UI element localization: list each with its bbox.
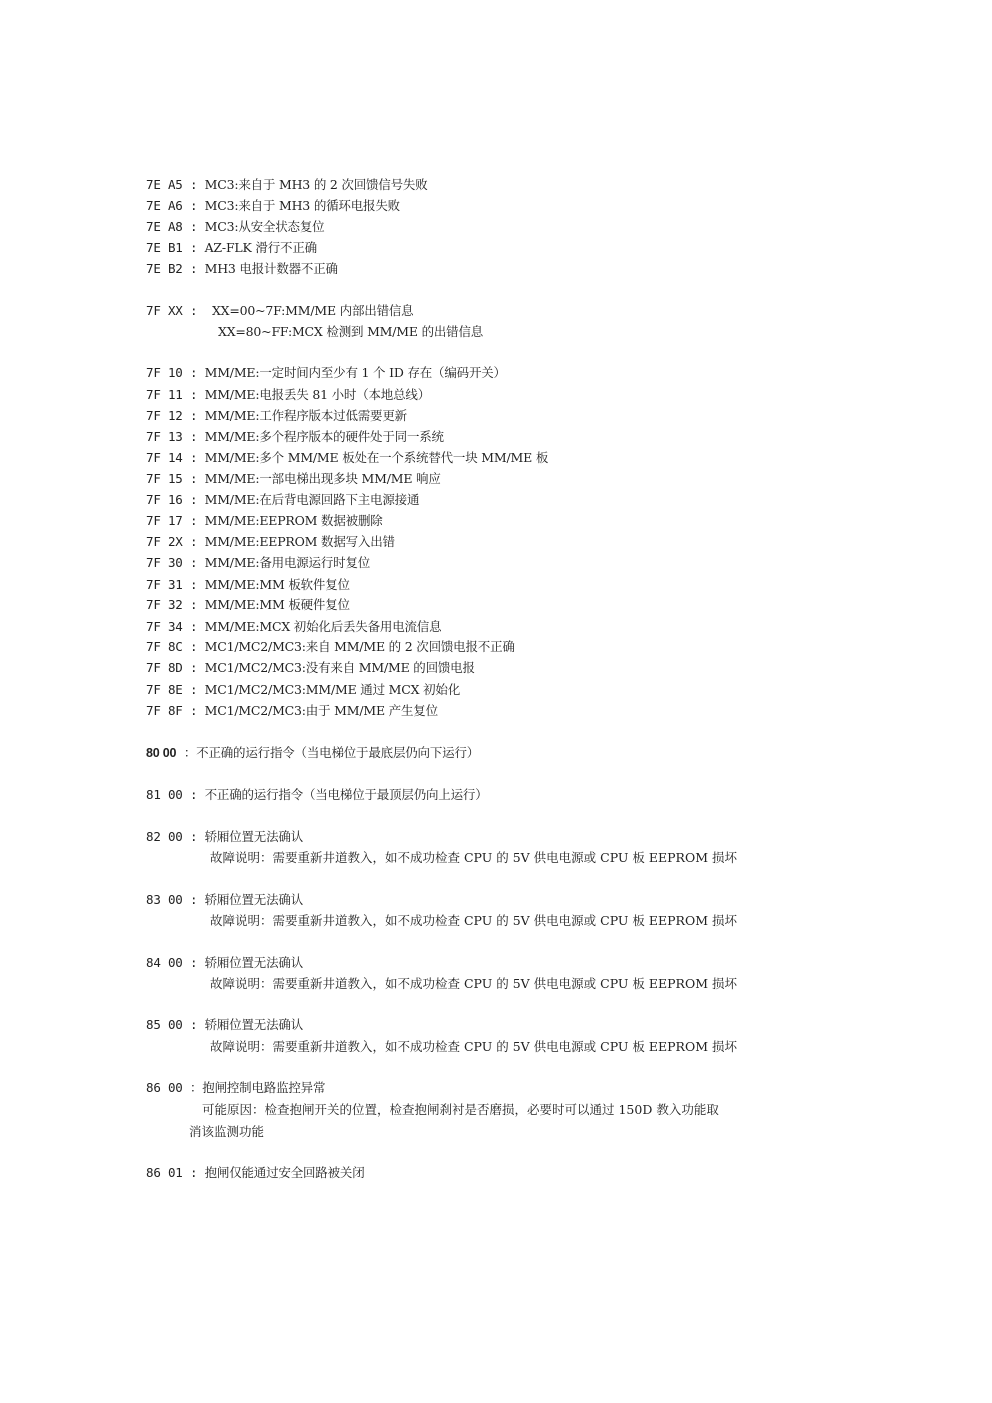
error-code: 7F 34 :: [146, 619, 205, 634]
error-entry-7f-11: [146, 387, 430, 403]
error-code: 7F 8D :: [146, 660, 205, 675]
error-description: MM/ME:多个 MM/ME 板处在一个系统替代一块 MM/ME 板: [204, 450, 549, 465]
error-description: MC1/MC2/MC3:没有来自 MM/ME 的回馈电报: [204, 660, 475, 675]
error-code: 82 00 :: [146, 829, 205, 844]
error-separator: ：: [176, 745, 197, 760]
fault-note: 故障说明：需要重新井道教入，如不成功检查 CPU 的 5V 供电电源或 CPU 板 EEPROM 损坏: [210, 1039, 737, 1054]
error-code: 7F 8C :: [146, 639, 205, 654]
error-description: MH3 电报计数器不正确: [204, 261, 338, 276]
error-entry-7f-14: [146, 450, 548, 466]
error-entry-7f-8c: [146, 639, 515, 655]
error-code: 84 00 :: [146, 955, 205, 970]
error-code: 7E B2 :: [146, 261, 205, 276]
error-code: 7F 2X :: [146, 534, 205, 549]
error-entry-7f-17: [146, 513, 383, 529]
error-code: 7F 30 :: [146, 555, 205, 570]
error-entry-7f-xx-line2: [218, 324, 483, 340]
error-code: 7E A6 :: [146, 198, 205, 213]
error-code: 7F 13 :: [146, 429, 205, 444]
error-entry-82-00: [146, 829, 303, 845]
error-entry-85-00: [146, 1017, 303, 1033]
error-entry-7f-2x: [146, 534, 395, 550]
error-entry-7e-a8: [146, 219, 324, 235]
error-description: 轿厢位置无法确认: [204, 955, 304, 970]
error-entry-7f-8f: [146, 703, 438, 719]
error-description: MM/ME:在后背电源回路下主电源接通: [204, 492, 420, 507]
error-entry-86-00: [146, 1080, 325, 1096]
fault-note: 故障说明：需要重新井道教入，如不成功检查 CPU 的 5V 供电电源或 CPU 板 EEPROM 损坏: [210, 976, 737, 991]
error-description: MM/ME:EEPROM 数据被删除: [204, 513, 383, 528]
fault-note: 故障说明：需要重新井道教入，如不成功检查 CPU 的 5V 供电电源或 CPU 板 EEPROM 损坏: [210, 850, 737, 865]
error-entry-7f-8e: [146, 682, 460, 698]
error-description: 不正确的运行指令（当电梯位于最顶层仍向上运行）: [204, 787, 488, 802]
error-code: 7E A5 :: [146, 177, 205, 192]
error-description: AZ-FLK 滑行不正确: [204, 240, 317, 255]
error-code: 7F 8E :: [146, 682, 205, 697]
error-code: 7F 12 :: [146, 408, 205, 423]
error-entry-7f-13: [146, 429, 444, 445]
error-description: MM/ME:MM 板硬件复位: [204, 597, 350, 612]
error-entry-83-00: [146, 892, 303, 908]
error-code: 80 00: [146, 746, 177, 760]
error-description: MC1/MC2/MC3:来自 MM/ME 的 2 次回馈电报不正确: [204, 639, 515, 654]
possible-cause-note-continued: 消该监测功能: [189, 1124, 265, 1139]
error-entry-7e-b2: [146, 261, 338, 277]
error-description: XX=80~FF:MCX 检测到 MM/ME 的出错信息: [218, 324, 484, 339]
error-description: MM/ME:MCX 初始化后丢失备用电流信息: [204, 619, 442, 634]
error-entry-7e-a5: [146, 177, 428, 193]
error-description: MC1/MC2/MC3:MM/ME 通过 MCX 初始化: [204, 682, 461, 697]
error-description: MM/ME:多个程序版本的硬件处于同一系统: [204, 429, 444, 444]
error-description: MC3:来自于 MH3 的 2 次回馈信号失败: [204, 177, 428, 192]
error-entry-7f-32: [146, 597, 350, 613]
error-entry-7f-8d: [146, 660, 475, 676]
error-code: 7F 14 :: [146, 450, 205, 465]
error-description: MM/ME:备用电源运行时复位: [204, 555, 371, 570]
error-entry-80-00: [146, 745, 479, 761]
error-code: 7E B1 :: [146, 240, 205, 255]
error-code: 86 01 :: [146, 1165, 205, 1180]
error-description: 轿厢位置无法确认: [204, 829, 304, 844]
error-code: 7F 11 :: [146, 387, 205, 402]
error-description: MM/ME:电报丢失 81 小时（本地总线）: [204, 387, 431, 402]
error-entry-7f-34: [146, 619, 441, 635]
fault-note: 故障说明：需要重新井道教入，如不成功检查 CPU 的 5V 供电电源或 CPU 板 EEPROM 损坏: [210, 913, 737, 928]
error-description: 轿厢位置无法确认: [204, 892, 304, 907]
error-code: 7F 8F :: [146, 703, 205, 718]
error-entry-7f-16: [146, 492, 419, 508]
possible-cause-note: 可能原因：检查抱闸开关的位置，检查抱闸刹衬是否磨损，必要时可以通过 150D 教入功能取: [202, 1102, 719, 1117]
error-description: XX=00~7F:MM/ME 内部出错信息: [211, 303, 414, 318]
error-code: 81 00 :: [146, 787, 205, 802]
error-description: MC3:从安全状态复位: [204, 219, 325, 234]
error-code: 7F 15 :: [146, 471, 205, 486]
error-code: 7F 17 :: [146, 513, 205, 528]
error-entry-81-00: [146, 787, 488, 803]
error-description: 抱闸仅能通过安全回路被关闭: [204, 1165, 365, 1180]
error-description: MC1/MC2/MC3:由于 MM/ME 产生复位: [204, 703, 438, 718]
error-code: 85 00 :: [146, 1017, 205, 1032]
error-description: MM/ME:MM 板软件复位: [204, 577, 350, 592]
error-code: 7E A8 :: [146, 219, 205, 234]
error-entry-7f-12: [146, 408, 407, 424]
error-code: 7F 16 :: [146, 492, 205, 507]
error-entry-7e-b1: [146, 240, 317, 256]
error-code: 7F 31 :: [146, 577, 205, 592]
error-description: 抱闸控制电路监控异常: [202, 1080, 326, 1095]
error-entry-7e-a6: [146, 198, 400, 214]
error-code: 7F XX :: [146, 303, 212, 318]
error-entry-7f-31: [146, 577, 350, 593]
error-code: 86 00 ：: [146, 1080, 203, 1095]
error-entry-86-01: [146, 1165, 365, 1181]
error-entry-7f-15: [146, 471, 441, 487]
error-description: MM/ME:工作程序版本过低需要更新: [204, 408, 407, 423]
error-description: MM/ME:一部电梯出现多块 MM/ME 响应: [204, 471, 441, 486]
error-entry-7f-xx: [146, 303, 414, 319]
error-code: 83 00 :: [146, 892, 205, 907]
error-entry-7f-30: [146, 555, 370, 571]
error-entry-84-00: [146, 955, 303, 971]
error-description: MM/ME:EEPROM 数据写入出错: [204, 534, 395, 549]
error-description: 轿厢位置无法确认: [204, 1017, 304, 1032]
error-description: MM/ME:一定时间内至少有 1 个 ID 存在（编码开关）: [204, 365, 506, 380]
error-code: 7F 32 :: [146, 597, 205, 612]
error-entry-7f-10: [146, 365, 506, 381]
error-description: MC3:来自于 MH3 的循环电报失败: [204, 198, 400, 213]
error-description: 不正确的运行指令（当电梯位于最底层仍向下运行）: [196, 745, 480, 760]
error-code: 7F 10 :: [146, 365, 205, 380]
